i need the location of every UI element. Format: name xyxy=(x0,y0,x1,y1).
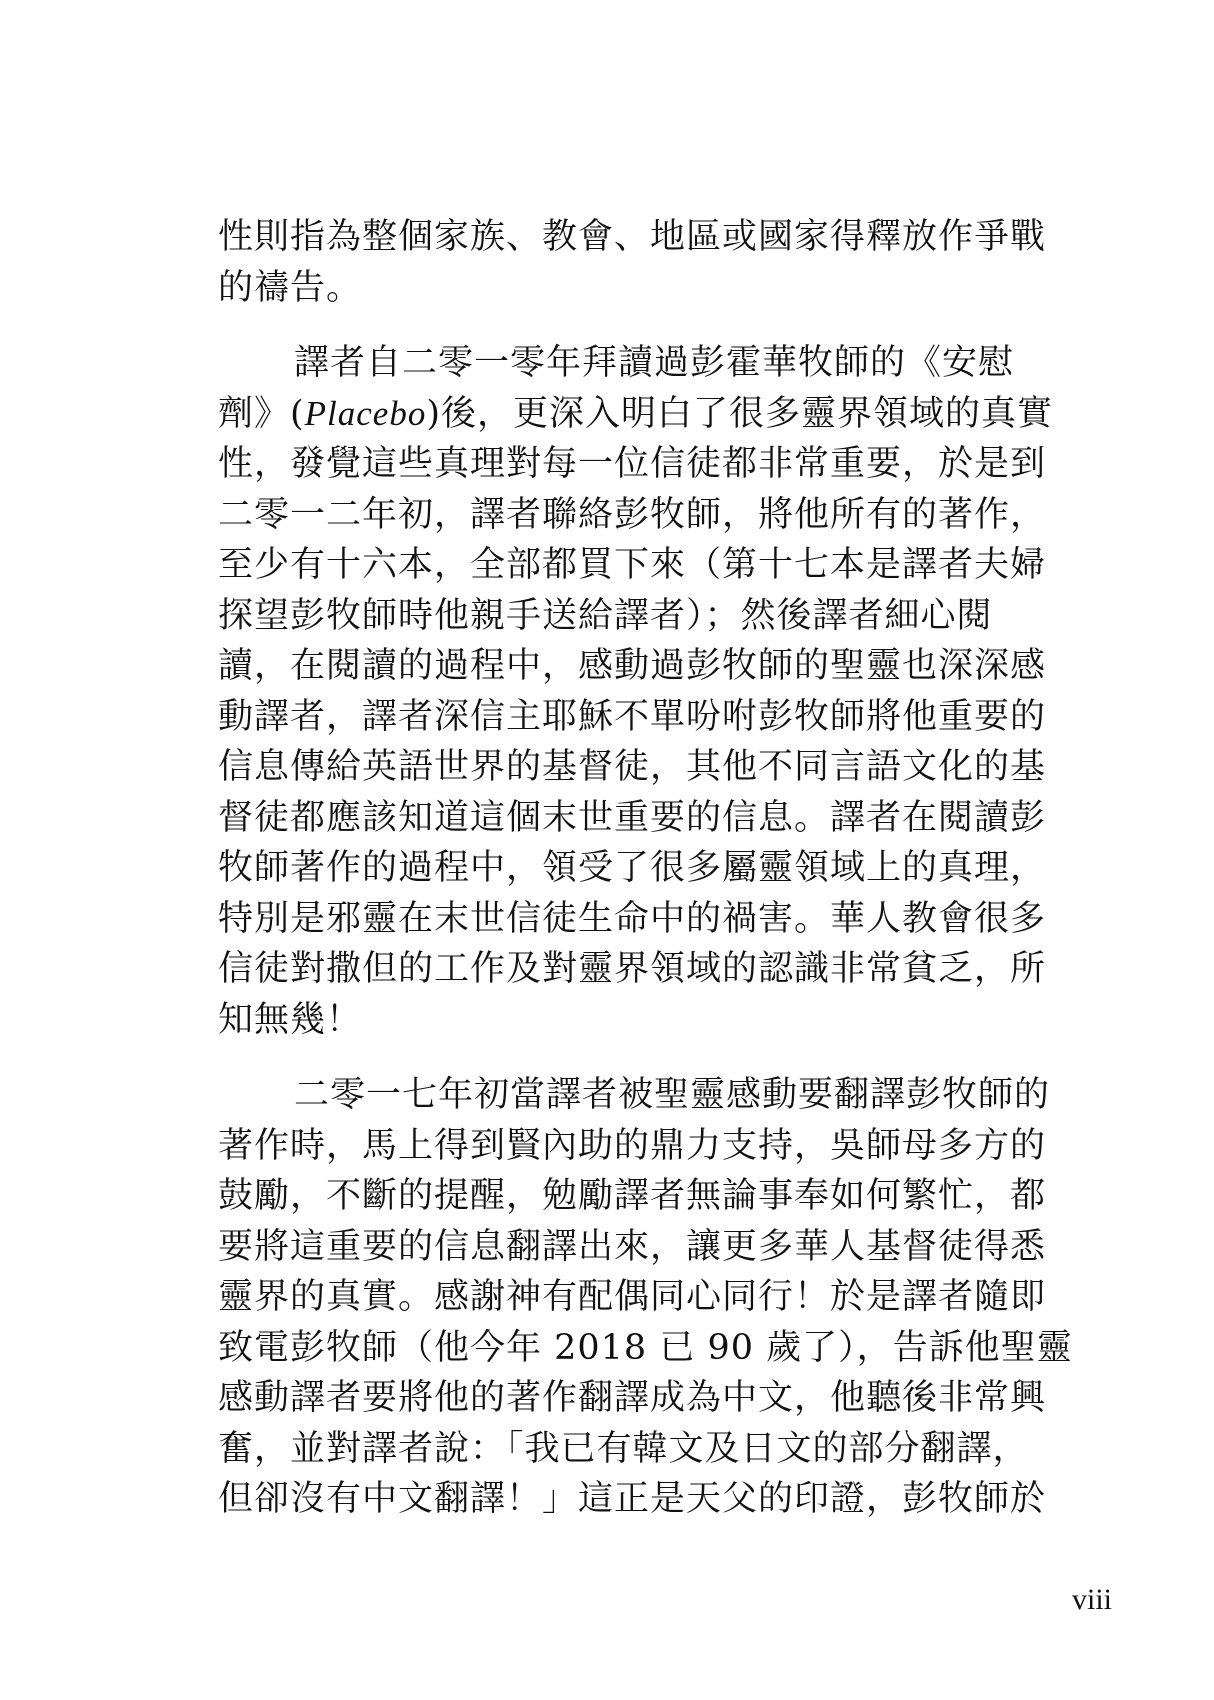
text-line: 信息傳給英語世界的基督徒，其他不同言語文化的基 xyxy=(218,747,1047,787)
body-text xyxy=(218,212,1073,1525)
text-line: 動譯者，譯者深信主耶穌不單吩咐彭牧師將他重要的 xyxy=(218,696,1047,737)
text-line: 靈界的真實。感謝神有配偶同心同行！於是譯者隨即 xyxy=(218,1277,1047,1317)
paragraph xyxy=(218,1070,1073,1525)
page-number: viii xyxy=(1072,1583,1113,1616)
text-line: 督徒都應該知道這個末世重要的信息。譯者在閱讀彭 xyxy=(218,797,1047,838)
text-line: 至少有十六本，全部都買下來（第十七本是譯者夫婦 xyxy=(218,545,1047,585)
text-line: 信徒對撒但的工作及對靈界領域的認識非常貧乏，所 xyxy=(218,949,1047,989)
text-line: 著作時，馬上得到賢內助的鼎力支持，吳師母多方的 xyxy=(218,1125,1047,1166)
text-line: 性，發覺這些真理對每一位信徒都非常重要，於是到 xyxy=(218,444,1047,484)
text-line: 的禱告。 xyxy=(218,267,363,308)
text-line: 二零一二年初，譯者聯絡彭牧師，將他所有的著作， xyxy=(218,494,1047,535)
text-line: 二零一七年初當譯者被聖靈感動要翻譯彭牧師的 xyxy=(294,1075,1051,1115)
paragraph xyxy=(218,212,1047,313)
text-line: 牧師著作的過程中，領受了很多屬靈領域上的真理， xyxy=(218,848,1047,888)
text-line: 感動譯者要將他的著作翻譯成為中文，他聽後非常興 xyxy=(218,1378,1047,1418)
text-line: 奮，並對譯者說：「我已有韓文及日文的部分翻譯， xyxy=(218,1428,1029,1469)
text-line: 鼓勵，不斷的提醒，勉勵譯者無論事奉如何繁忙，都 xyxy=(218,1176,1047,1216)
text-line: 讀，在閱讀的過程中，感動過彭牧師的聖靈也深深感 xyxy=(218,646,1047,686)
text-line: 探望彭牧師時他親手送給譯者）；然後譯者細心閱 xyxy=(218,595,993,636)
text-line: 特別是邪靈在末世信徒生命中的禍害。華人教會很多 xyxy=(218,898,1047,939)
book-title-latin: Placebo xyxy=(304,393,427,433)
text-line: 致電彭牧師（他今年 2018 已 90 歲了），告訴他聖靈 xyxy=(218,1327,1073,1368)
text-line: 知無幾！ xyxy=(218,999,363,1040)
text-line: 要將這重要的信息翻譯出來，讓更多華人基督徒得悉 xyxy=(218,1226,1047,1267)
text-line: 但卻沒有中文翻譯！」這正是天父的印證，彭牧師於 xyxy=(218,1479,1047,1519)
text-line: 劑》(Placebo)後，更深入明白了很多靈界領域的真實 xyxy=(218,393,1054,434)
paragraph xyxy=(218,338,1054,1045)
text-line: 譯者自二零一零年拜讀過彭霍華牧師的《安慰 xyxy=(294,343,1015,383)
text-line: 性則指為整個家族、教會、地區或國家得釋放作爭戰 xyxy=(218,217,1047,257)
